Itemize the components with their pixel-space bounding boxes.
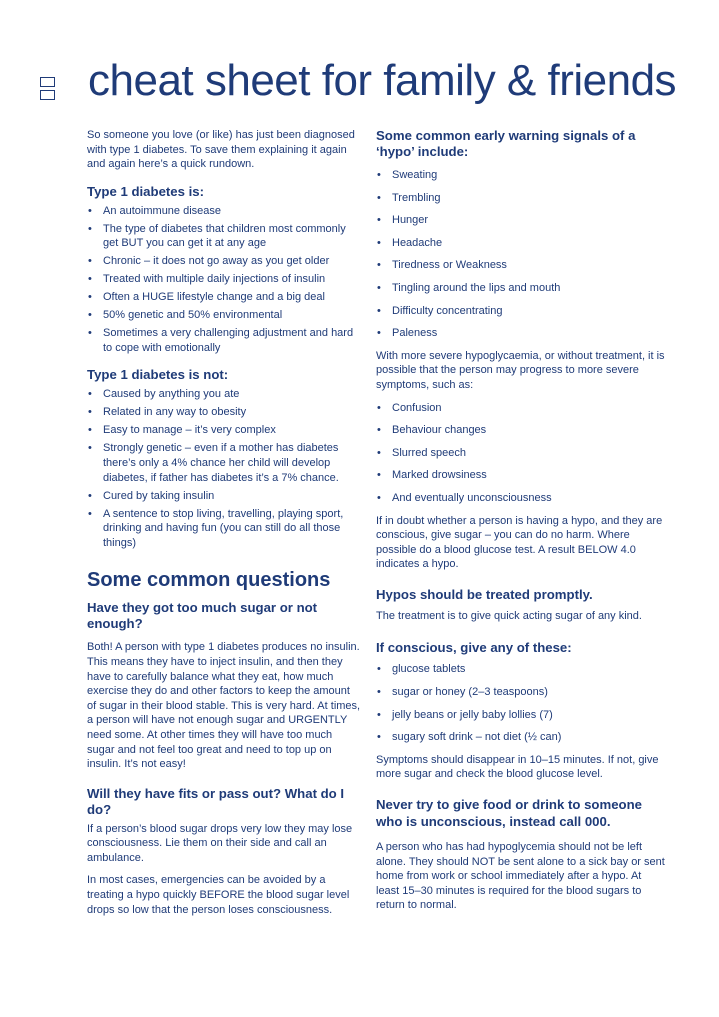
treat-heading: Hypos should be treated promptly. bbox=[376, 586, 593, 602]
list-item: • And eventually unconsciousness bbox=[376, 491, 666, 506]
list-item: • Treated with multiple daily injections of insulin bbox=[87, 272, 362, 287]
severe-text: With more severe hypoglycaemia, or without treatment, it is possible that the person may progress to more severe symptoms, such as: bbox=[376, 349, 665, 391]
list-item: • Sometimes a very challenging adjustment and hard to cope with emotionally bbox=[87, 326, 362, 355]
list-item: • Marked drowsiness bbox=[376, 468, 666, 483]
q2-answer-1: If a person’s blood sugar drops very low they may lose consciousness. Lie them on their side and call an ambulance. bbox=[87, 822, 353, 864]
q2-answer-2: In most cases, emergencies can be avoided by a treating a hypo quickly BEFORE the blood sugar level drops so low that the person loses consciousness. bbox=[87, 874, 350, 916]
list-item: • An autoimmune disease bbox=[87, 204, 362, 219]
doubt-text: If in doubt whether a person is having a hypo, and they are conscious, give sugar – you can do no harm. Where possible do a blood glucose test. A result BELOW 4.0 indicates a hypo. bbox=[376, 514, 663, 571]
list-item: • Headache bbox=[376, 236, 666, 251]
list-item: • Cured by taking insulin bbox=[87, 489, 362, 504]
list-item: • Related in any way to obesity bbox=[87, 405, 362, 420]
list-item: • Confusion bbox=[376, 401, 666, 416]
list-item: • Chronic – it does not go away as you get older bbox=[87, 254, 362, 269]
signals-list bbox=[376, 168, 666, 341]
severe-list bbox=[376, 401, 666, 506]
never-text: A person who has had hypoglycemia should not be left alone. They should NOT be sent alone to a sick bay or sent home from work or school immediately after a hypo. At least 15–30 minutes is required for the blood sugars to return to normal. bbox=[376, 841, 665, 912]
list-item: • A sentence to stop living, travelling, playing sport, drinking and having fun (you can still do all those things) bbox=[87, 507, 362, 551]
q2-heading: Will they have fits or pass out? What do I do? bbox=[87, 785, 345, 817]
list-item: • Hunger bbox=[376, 213, 666, 228]
intro-text: So someone you love (or like) has just been diagnosed with type 1 diabetes. To save them explaining it again and again here’s a quick rundown. bbox=[87, 129, 355, 171]
questions-heading: Some common questions bbox=[87, 569, 331, 592]
list-item: • Strongly genetic – even if a mother has diabetes there’s only a 4% chance her child will develop diabetes, if father has diabetes it’s a 7% chance. bbox=[87, 441, 362, 485]
list-item: • Easy to manage – it’s very complex bbox=[87, 423, 362, 438]
list-item: • Paleness bbox=[376, 326, 666, 341]
page-title: cheat sheet for family & friends bbox=[88, 56, 677, 105]
list-item: • glucose tablets bbox=[376, 662, 666, 677]
list-item: • Sweating bbox=[376, 168, 666, 183]
list-item: • Trembling bbox=[376, 191, 666, 206]
conscious-heading: If conscious, give any of these: bbox=[376, 640, 572, 656]
list-item: • Behaviour changes bbox=[376, 423, 666, 438]
signals-heading: Some common early warning signals of a ‘hypo’ include: bbox=[376, 128, 636, 159]
is-heading: Type 1 diabetes is: bbox=[87, 183, 205, 199]
symptoms-text: Symptoms should disappear in 10–15 minutes. If not, give more sugar and check the blood glucose level. bbox=[376, 753, 659, 781]
list-item: • The type of diabetes that children most commonly get BUT you can get it at any age bbox=[87, 222, 362, 251]
conscious-list bbox=[376, 662, 666, 744]
list-item: • Tingling around the lips and mouth bbox=[376, 281, 666, 296]
list-item: • sugar or honey (2–3 teaspoons) bbox=[376, 685, 666, 700]
list-item: • Difficulty concentrating bbox=[376, 304, 666, 319]
q1-heading: Have they got too much sugar or not enough? bbox=[87, 600, 318, 632]
list-item: • sugary soft drink – not diet (½ can) bbox=[376, 730, 666, 745]
not-heading: Type 1 diabetes is not: bbox=[87, 367, 229, 383]
list-item: • jelly beans or jelly baby lollies (7) bbox=[376, 708, 666, 723]
checkbox-icon bbox=[40, 77, 56, 103]
never-heading: Never try to give food or drink to someone who is unconscious, instead call 000. bbox=[376, 797, 642, 830]
is-list bbox=[87, 204, 362, 356]
treat-text: The treatment is to give quick acting sugar of any kind. bbox=[376, 609, 642, 622]
list-item: • Slurred speech bbox=[376, 446, 666, 461]
right-column bbox=[376, 128, 666, 921]
left-column bbox=[87, 128, 362, 925]
list-item: • Often a HUGE lifestyle change and a big deal bbox=[87, 290, 362, 305]
not-list bbox=[87, 387, 362, 550]
list-item: • 50% genetic and 50% environmental bbox=[87, 308, 362, 323]
q1-answer: Both! A person with type 1 diabetes produces no insulin. This means they have to inject insulin, and then they have to carefully balance what they eat, how much exercise they do and other factors to keep the amount of sugar in their blood stable. This is very hard. At times, a person will have not enough sugar and URGENTLY need some. At other times they will have too much sugar and not feel too great and need to top up on insulin. It’s not easy! bbox=[87, 641, 361, 771]
list-item: • Caused by anything you ate bbox=[87, 387, 362, 402]
list-item: • Tiredness or Weakness bbox=[376, 258, 666, 273]
